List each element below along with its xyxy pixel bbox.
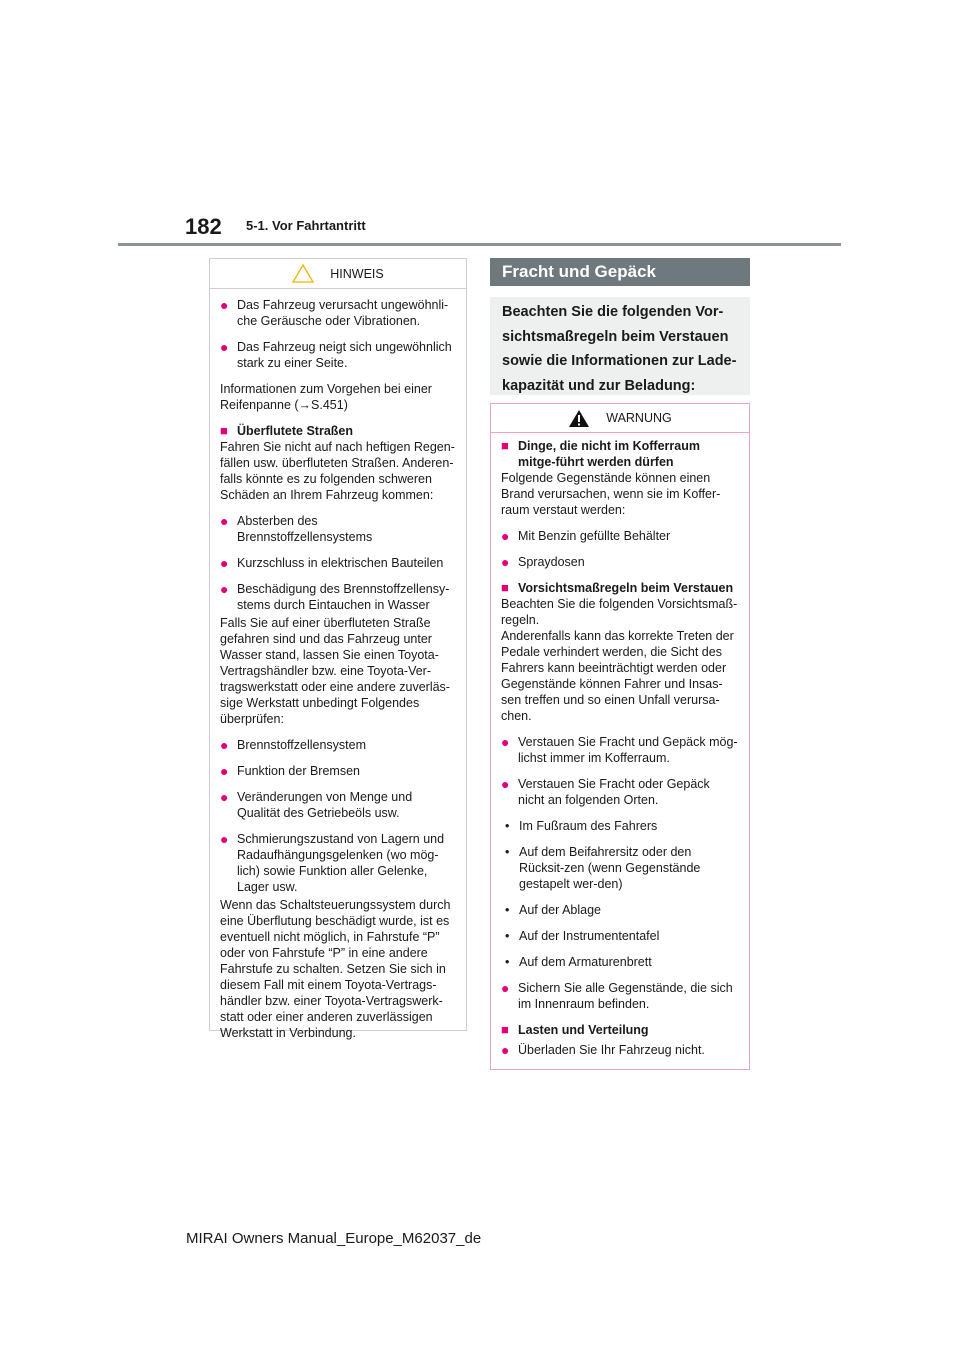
warning-heading: WARNUNG bbox=[606, 411, 672, 425]
notice-paragraph: Wenn das Schaltsteuerungssystem durch eine Überflutung beschädigt wurde, ist es eventuell nicht möglich, in Fahrstufe “P” oder von Fahrstufe “P” in eine andere Fahrstufe zu schalten. Setzen Sie sich in diesem Fall mit einem Toyota-Vertrags-händler bzw. einer Toyota-Vertragswerk-statt oder einer anderen zuverlässigen Werkstatt in Verbindung. bbox=[220, 898, 451, 1040]
list-item: ● Veränderungen von Menge und Qualität des Getriebeöls usw. bbox=[220, 789, 413, 820]
list-item: ● Brennstoffzellensystem bbox=[220, 737, 366, 753]
list-item: • Auf dem Armaturenbrett bbox=[505, 955, 652, 969]
notice-box bbox=[209, 258, 467, 1040]
list-item: ● Schmierungszustand von Lagern und Radaufhängungsgelenken (wo mög-lich) sowie Funktion aller Gelenke, Lager usw. bbox=[220, 831, 445, 894]
warning-paragraph: Folgende Gegenstände können einen Brand verursachen, wenn sie im Koffer-raum verstaut werden: bbox=[501, 471, 721, 517]
section-title: 5-1. Vor Fahrtantritt bbox=[246, 218, 366, 233]
list-item: • Auf der Instrumententafel bbox=[505, 929, 660, 943]
warning-header bbox=[491, 404, 749, 433]
warning-subheading: ■ Vorsichtsmaßregeln beim Verstauen bbox=[501, 580, 734, 595]
list-item: ● Verstauen Sie Fracht oder Gepäck nicht an folgenden Orten. bbox=[501, 776, 710, 807]
list-item: ● Funktion der Bremsen bbox=[220, 763, 360, 779]
list-item: ● Kurzschluss in elektrischen Bauteilen bbox=[220, 555, 444, 571]
notice-paragraph: Falls Sie auf einer überfluteten Straße gefahren sind und das Fahrzeug unter Wasser stand, lassen Sie einen Toyota-Vertragshändler bzw. eine Toyota-Ver-tragswerkstatt oder eine andere zuverläs-sige Werkstatt unbedingt Folgendes überprüfen: bbox=[220, 616, 450, 726]
warning-subheading: ■ Dinge, die nicht im Kofferraum mitge-führt werden dürfen bbox=[501, 438, 700, 469]
topic-intro: Beachten Sie die folgenden Vor-sichtsmaßregeln beim Verstauen sowie die Informationen zur Lade-kapazität und zur Beladung: bbox=[490, 297, 750, 395]
warning-box bbox=[490, 403, 750, 1070]
notice-header bbox=[210, 259, 466, 289]
list-item: ● Absterben des Brennstoffzellensystems bbox=[220, 513, 373, 544]
list-item: • Auf der Ablage bbox=[505, 903, 602, 917]
caution-outline-icon bbox=[292, 264, 314, 283]
header-rule bbox=[118, 243, 841, 246]
warning-triangle-icon bbox=[568, 409, 590, 428]
notice-paragraph: Informationen zum Vorgehen bei einer Reifenpanne (→S.451) bbox=[220, 382, 432, 412]
notice-paragraph: Fahren Sie nicht auf nach heftigen Regen-fällen usw. überfluteten Straßen. Anderen-falls könnte es zu folgenden schweren Schäden an Ihrem Fahrzeug kommen: bbox=[220, 440, 455, 502]
notice-subheading: ■ Überflutete Straßen bbox=[220, 423, 353, 438]
list-item: ● Verstauen Sie Fracht und Gepäck mög-lichst immer im Kofferraum. bbox=[501, 734, 738, 765]
warning-subheading: ■ Lasten und Verteilung bbox=[501, 1022, 649, 1037]
list-item: ● Das Fahrzeug verursacht ungewöhnli-che Geräusche oder Vibrationen. bbox=[220, 297, 449, 328]
page-number: 182 bbox=[185, 214, 222, 239]
list-item: ● Das Fahrzeug neigt sich ungewöhnlich stark zu einer Seite. bbox=[220, 339, 452, 370]
list-item: ● Spraydosen bbox=[501, 554, 585, 570]
list-item: ● Beschädigung des Brennstoffzellensy-stems durch Eintauchen in Wasser bbox=[220, 581, 450, 612]
list-item: ● Sichern Sie alle Gegenstände, die sich im Innenraum befinden. bbox=[501, 980, 733, 1011]
warning-paragraph: Beachten Sie die folgenden Vorsichtsmaß-regeln. bbox=[501, 597, 738, 627]
topic-title-bar: Fracht und Gepäck bbox=[490, 258, 750, 286]
warning-paragraph: Anderenfalls kann das korrekte Treten der Pedale verhindert werden, die Sicht des Fahrers kann beeinträchtigt werden oder Gegenstände können Fahrer und Insas-sen treffen und so einen Unfall verursa-chen. bbox=[501, 629, 734, 723]
list-item: ● Überladen Sie Ihr Fahrzeug nicht. bbox=[501, 1042, 705, 1058]
list-item: • Im Fußraum des Fahrers bbox=[505, 819, 658, 833]
list-item: ● Mit Benzin gefüllte Behälter bbox=[501, 528, 671, 544]
footer-text: MIRAI Owners Manual_Europe_M62037_de bbox=[186, 1230, 482, 1247]
list-item: • Auf dem Beifahrersitz oder den Rücksit-zen (wenn Gegenstände gestapelt wer-den) bbox=[505, 845, 701, 891]
notice-heading: HINWEIS bbox=[330, 266, 384, 281]
